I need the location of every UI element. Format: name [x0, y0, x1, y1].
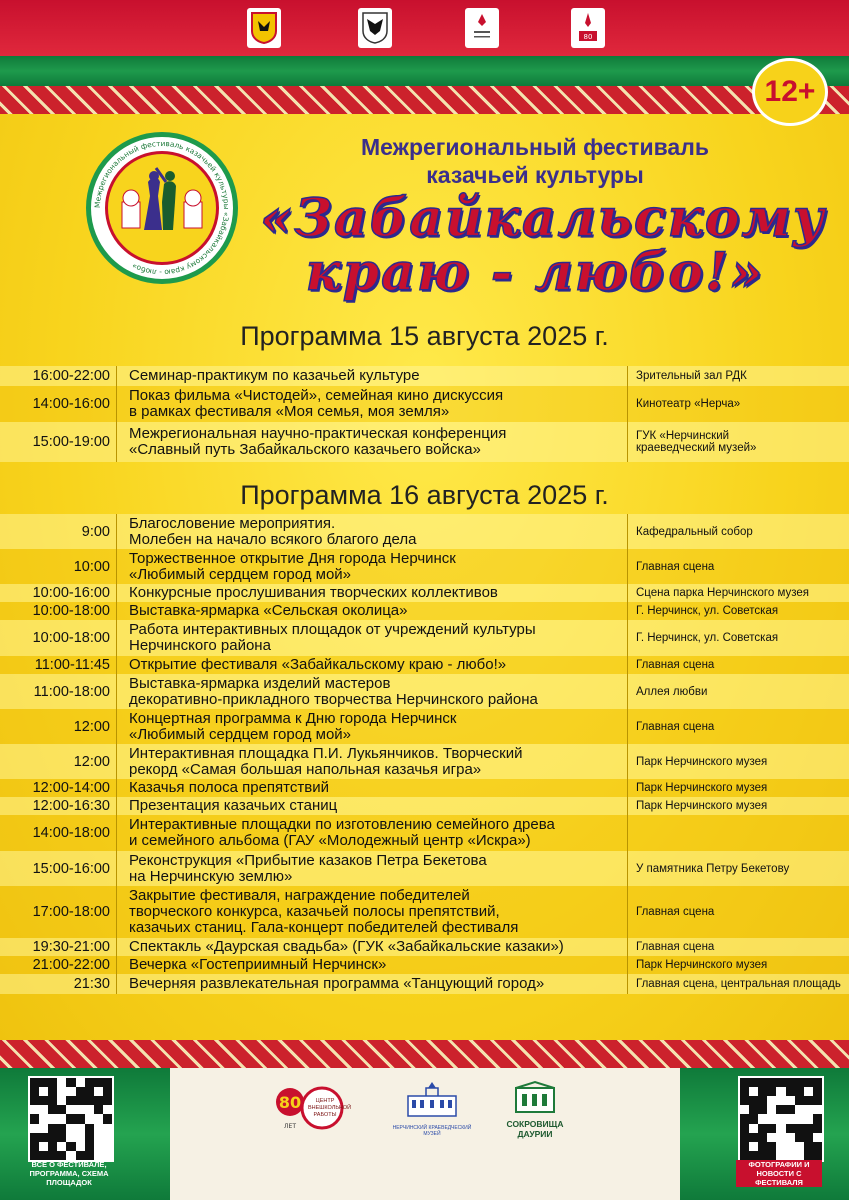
qr-module — [57, 1151, 66, 1160]
event-venue: Г. Нерчинск, ул. Советская — [628, 620, 849, 656]
day1-row — [0, 386, 849, 422]
qr-module — [740, 1142, 749, 1151]
qr-module — [76, 1096, 85, 1105]
qr-module — [740, 1114, 749, 1123]
event-venue: Главная сцена — [628, 938, 849, 956]
qr-module — [57, 1078, 66, 1087]
qr-module — [85, 1124, 94, 1133]
event-time: 17:00-18:00 — [32, 904, 110, 920]
qr-module — [813, 1105, 822, 1114]
event-title: Торжественное открытие Дня города Нерчинск «Любимый сердцем город мой» — [117, 549, 628, 584]
qr-module — [758, 1151, 767, 1160]
qr-module — [813, 1151, 822, 1160]
qr-module — [786, 1114, 795, 1123]
qr-module — [30, 1124, 39, 1133]
event-title: Интерактивная площадка П.И. Лукьянчиков. Творческий рекорд «Самая большая напольная казачья игра» — [117, 744, 628, 779]
qr-module — [749, 1142, 758, 1151]
event-title: Благословение мероприятия. Молебен на начало всякого благого дела — [117, 514, 628, 549]
qr-module — [39, 1151, 48, 1160]
qr-module — [795, 1096, 804, 1105]
event-venue: Парк Нерчинского музея — [628, 956, 849, 974]
qr-module — [776, 1142, 785, 1151]
day2-row — [0, 851, 849, 886]
day1-heading: Программа 15 августа 2025 г. — [240, 321, 609, 351]
day2-row — [0, 938, 849, 956]
qr-module — [795, 1087, 804, 1096]
qr-module — [776, 1078, 785, 1087]
event-title: Выставка-ярмарка изделий мастеров декоративно-прикладного творчества Нерчинского района — [117, 674, 628, 709]
qr-module — [767, 1087, 776, 1096]
qr-module — [85, 1096, 94, 1105]
event-title: Показ фильма «Чистодей», семейная кино дискуссия в рамках фестиваля «Моя семья, моя земля» — [117, 386, 628, 422]
event-time: 11:00-11:45 — [34, 657, 110, 673]
qr-module — [48, 1133, 57, 1142]
day2-row — [0, 674, 849, 709]
event-title: Выставка-ярмарка «Сельская околица» — [117, 602, 628, 620]
qr-module — [103, 1133, 112, 1142]
qr-module — [103, 1124, 112, 1133]
event-time: 10:00-18:00 — [32, 630, 110, 646]
event-time: 21:30 — [73, 976, 110, 992]
event-venue: Зрительный зал РДК — [628, 366, 849, 386]
qr-module — [776, 1133, 785, 1142]
qr-module — [795, 1133, 804, 1142]
qr-module — [94, 1096, 103, 1105]
event-venue: У памятника Петру Бекетову — [628, 851, 849, 886]
badge-80-number: 80 — [278, 1093, 302, 1112]
qr-module — [48, 1114, 57, 1123]
qr-module — [786, 1105, 795, 1114]
nerchinsk-museum-logo — [392, 1080, 472, 1137]
qr-module — [94, 1114, 103, 1123]
age-rating-badge: 12+ — [752, 58, 828, 126]
logo-ring-text — [91, 137, 233, 279]
event-time: 16:00-22:00 — [32, 368, 110, 384]
qr-module — [776, 1124, 785, 1133]
event-venue: Кафедральный собор — [628, 514, 849, 549]
day2-row — [0, 656, 849, 674]
qr-module — [103, 1096, 112, 1105]
qr-module — [786, 1087, 795, 1096]
event-time: 12:00-16:30 — [32, 798, 110, 814]
qr-module — [758, 1133, 767, 1142]
qr-module — [795, 1078, 804, 1087]
qr-module — [758, 1087, 767, 1096]
qr-module — [804, 1133, 813, 1142]
event-title: Казачья полоса препятствий — [117, 779, 628, 797]
qr-module — [66, 1087, 75, 1096]
zabaykalsky-coat-of-arms-icon — [247, 8, 281, 48]
qr-module — [66, 1105, 75, 1114]
qr-module — [813, 1142, 822, 1151]
qr-module — [66, 1124, 75, 1133]
qr-module — [776, 1114, 785, 1123]
qr-module — [39, 1096, 48, 1105]
qr-module — [66, 1133, 75, 1142]
event-venue: Парк Нерчинского музея — [628, 744, 849, 779]
qr-module — [94, 1142, 103, 1151]
event-time: 19:30-21:00 — [32, 939, 110, 955]
qr-module — [76, 1114, 85, 1123]
event-title: Реконструкция «Прибытие казаков Петра Бекетова на Нерчинскую землю» — [117, 851, 628, 886]
qr-module — [740, 1105, 749, 1114]
culture-center-logo — [274, 1080, 352, 1141]
day2-row — [0, 744, 849, 779]
qr-module — [749, 1124, 758, 1133]
qr-module — [767, 1142, 776, 1151]
qr-module — [57, 1105, 66, 1114]
qr-module — [758, 1142, 767, 1151]
qr-module — [804, 1114, 813, 1123]
event-time: 10:00-18:00 — [32, 603, 110, 619]
qr-module — [85, 1087, 94, 1096]
qr-module — [767, 1133, 776, 1142]
qr-module — [786, 1124, 795, 1133]
day2-row — [0, 709, 849, 744]
event-title: Семинар-практикум по казачьей культуре — [117, 366, 628, 386]
qr-module — [76, 1142, 85, 1151]
qr-module — [48, 1142, 57, 1151]
qr-module — [804, 1087, 813, 1096]
qr-module — [749, 1151, 758, 1160]
event-venue: Главная сцена — [628, 886, 849, 938]
qr-module — [48, 1087, 57, 1096]
qr-module — [103, 1142, 112, 1151]
qr-module — [48, 1124, 57, 1133]
qr-module — [804, 1142, 813, 1151]
qr-module — [767, 1124, 776, 1133]
dauria-name: СОКРОВИЩА ДАУРИИ — [506, 1119, 564, 1139]
event-venue: Парк Нерчинского музея — [628, 779, 849, 797]
day2-heading: Программа 16 августа 2025 г. — [240, 480, 609, 510]
festival-info-qr-code[interactable] — [28, 1076, 114, 1162]
top-green-stripe — [0, 56, 849, 86]
qr-module — [804, 1124, 813, 1133]
event-time: 12:00-14:00 — [32, 780, 110, 796]
top-red-banner — [0, 0, 849, 56]
festival-news-qr-code[interactable] — [738, 1076, 824, 1162]
qr-module — [749, 1133, 758, 1142]
day2-row — [0, 602, 849, 620]
top-ornament-border — [0, 86, 849, 114]
qr-module — [30, 1114, 39, 1123]
day2-row — [0, 956, 849, 974]
event-time: 21:00-22:00 — [32, 957, 110, 973]
event-venue: Парк Нерчинского музея — [628, 797, 849, 815]
qr-module — [66, 1142, 75, 1151]
museum-name: НЕРЧИНСКИЙ КРАЕВЕДЧЕСКИЙ МУЗЕЙ — [392, 1125, 472, 1137]
qr-module — [48, 1151, 57, 1160]
day2-row — [0, 886, 849, 938]
qr-module — [94, 1133, 103, 1142]
day1-schedule-table — [0, 366, 849, 462]
qr-module — [740, 1151, 749, 1160]
qr-module — [76, 1151, 85, 1160]
day2-row — [0, 514, 849, 549]
qr-module — [30, 1087, 39, 1096]
qr-module — [76, 1124, 85, 1133]
qr-module — [30, 1105, 39, 1114]
qr-module — [749, 1087, 758, 1096]
qr-module — [30, 1133, 39, 1142]
qr-module — [76, 1105, 85, 1114]
qr-module — [85, 1142, 94, 1151]
qr-module — [813, 1096, 822, 1105]
qr-module — [776, 1151, 785, 1160]
qr-module — [813, 1133, 822, 1142]
day2-row — [0, 779, 849, 797]
event-venue: Сцена парка Нерчинского музея — [628, 584, 849, 602]
day2-row — [0, 549, 849, 584]
qr-module — [740, 1124, 749, 1133]
event-title: Конкурсные прослушивания творческих коллективов — [117, 584, 628, 602]
festival-name-line1: «Забайкальскому — [260, 188, 827, 249]
qr-module — [39, 1133, 48, 1142]
qr-module — [740, 1087, 749, 1096]
qr-module — [758, 1096, 767, 1105]
event-title: Закрытие фестиваля, награждение победителей творческого конкурса, казачьей полосы препятствий, казачьих станиц. Гала-концерт победителей фестиваля — [117, 886, 628, 938]
event-venue: Кинотеатр «Нерча» — [628, 386, 849, 422]
event-time: 14:00-18:00 — [32, 825, 110, 841]
festival-subtitle-line2: казачьей культуры — [426, 162, 644, 188]
day2-schedule-table — [0, 514, 849, 994]
event-venue: Аллея любви — [628, 674, 849, 709]
qr-module — [85, 1133, 94, 1142]
qr-module — [39, 1078, 48, 1087]
qr-module — [786, 1078, 795, 1087]
badge-80-subtitle: ЛЕТ — [284, 1123, 296, 1130]
qr-module — [66, 1078, 75, 1087]
qr-module — [767, 1114, 776, 1123]
qr-module — [39, 1114, 48, 1123]
ministry-culture-icon — [465, 8, 499, 48]
qr-module — [804, 1078, 813, 1087]
event-title: Вечерняя развлекательная программа «Танцующий город» — [117, 974, 628, 994]
qr-module — [76, 1078, 85, 1087]
qr-module — [786, 1142, 795, 1151]
qr-module — [103, 1114, 112, 1123]
event-title: Межрегиональная научно-практическая конференция «Славный путь Забайкальского казачьего войска» — [117, 422, 628, 462]
qr-module — [39, 1105, 48, 1114]
qr-module — [758, 1114, 767, 1123]
culture-center-name: ЦЕНТР ВНЕШКОЛЬНОЙ РАБОТЫ — [308, 1098, 352, 1118]
qr-module — [786, 1151, 795, 1160]
qr-module — [749, 1078, 758, 1087]
qr-module — [57, 1096, 66, 1105]
qr-module — [48, 1105, 57, 1114]
qr-module — [813, 1124, 822, 1133]
festival-info-qr-caption: ВСЁ О ФЕСТИВАЛЕ, ПРОГРАММА, СХЕМА ПЛОЩАДОК — [29, 1160, 109, 1187]
qr-module — [66, 1151, 75, 1160]
qr-module — [57, 1124, 66, 1133]
event-title: Вечерка «Гостеприимный Нерчинск» — [117, 956, 628, 974]
event-venue — [628, 815, 849, 851]
qr-module — [795, 1114, 804, 1123]
event-title: Концертная программа к Дню города Нерчинск «Любимый сердцем город мой» — [117, 709, 628, 744]
qr-module — [103, 1151, 112, 1160]
qr-module — [30, 1151, 39, 1160]
qr-module — [795, 1151, 804, 1160]
qr-module — [813, 1078, 822, 1087]
event-title: Интерактивные площадки по изготовлению семейного древа и семейного альбома (ГАУ «Молодежный центр «Искра») — [117, 815, 628, 851]
qr-module — [39, 1124, 48, 1133]
qr-module — [39, 1087, 48, 1096]
day2-row — [0, 620, 849, 656]
qr-module — [57, 1114, 66, 1123]
qr-module — [749, 1105, 758, 1114]
event-time: 12:00 — [73, 753, 110, 770]
event-time: 12:00 — [73, 718, 110, 735]
event-venue: ГУК «Нерчинский краеведческий музей» — [628, 422, 849, 462]
qr-module — [795, 1105, 804, 1114]
qr-module — [103, 1087, 112, 1096]
event-title: Открытие фестиваля «Забайкальскому краю - любо!» — [117, 656, 628, 674]
qr-module — [30, 1078, 39, 1087]
bottom-ornament-border — [0, 1040, 849, 1068]
dauria-treasures-logo — [498, 1080, 572, 1139]
qr-module — [767, 1078, 776, 1087]
qr-module — [66, 1114, 75, 1123]
qr-module — [767, 1151, 776, 1160]
qr-module — [85, 1105, 94, 1114]
qr-module — [94, 1124, 103, 1133]
event-venue: Главная сцена — [628, 709, 849, 744]
event-venue: Главная сцена — [628, 656, 849, 674]
qr-module — [39, 1142, 48, 1151]
qr-module — [813, 1087, 822, 1096]
qr-module — [85, 1114, 94, 1123]
victory-80-icon — [571, 8, 605, 48]
event-time: 11:00-18:00 — [33, 683, 110, 700]
qr-module — [48, 1096, 57, 1105]
event-time: 15:00-19:00 — [32, 434, 110, 450]
day2-row — [0, 974, 849, 994]
qr-module — [94, 1078, 103, 1087]
qr-module — [48, 1078, 57, 1087]
event-title: Презентация казачьих станиц — [117, 797, 628, 815]
qr-module — [758, 1078, 767, 1087]
qr-module — [94, 1105, 103, 1114]
event-venue: Г. Нерчинск, ул. Советская — [628, 602, 849, 620]
qr-module — [57, 1087, 66, 1096]
event-time: 10:00-16:00 — [32, 585, 110, 601]
qr-module — [795, 1124, 804, 1133]
qr-module — [804, 1096, 813, 1105]
qr-module — [740, 1133, 749, 1142]
qr-module — [786, 1133, 795, 1142]
event-venue: Главная сцена, центральная площадь — [628, 974, 849, 994]
museum-building-icon — [402, 1080, 462, 1120]
svg-text:80: 80 — [583, 33, 593, 41]
qr-module — [76, 1133, 85, 1142]
qr-module — [103, 1105, 112, 1114]
qr-module — [76, 1087, 85, 1096]
festival-subtitle-line1: Межрегиональный фестиваль — [361, 134, 709, 160]
festival-logo — [86, 132, 238, 284]
event-title: Работа интерактивных площадок от учреждений культуры Нерчинского района — [117, 620, 628, 656]
qr-module — [813, 1114, 822, 1123]
qr-module — [85, 1078, 94, 1087]
qr-module — [749, 1114, 758, 1123]
qr-module — [749, 1096, 758, 1105]
festival-news-qr-caption: ФОТОГРАФИИ И НОВОСТИ С ФЕСТИВАЛЯ — [736, 1160, 822, 1187]
qr-module — [804, 1151, 813, 1160]
qr-module — [776, 1087, 785, 1096]
qr-module — [758, 1105, 767, 1114]
dauria-building-icon — [510, 1080, 560, 1114]
qr-module — [57, 1133, 66, 1142]
qr-module — [795, 1142, 804, 1151]
qr-module — [57, 1142, 66, 1151]
qr-module — [66, 1096, 75, 1105]
event-time: 15:00-16:00 — [32, 860, 110, 877]
qr-module — [776, 1096, 785, 1105]
qr-module — [30, 1142, 39, 1151]
qr-module — [786, 1096, 795, 1105]
nerchinsk-coat-of-arms-icon — [358, 8, 392, 48]
qr-module — [767, 1105, 776, 1114]
event-time: 10:00 — [73, 558, 110, 575]
day1-row — [0, 366, 849, 386]
qr-module — [740, 1096, 749, 1105]
qr-module — [776, 1105, 785, 1114]
qr-module — [804, 1105, 813, 1114]
event-time: 9:00 — [81, 523, 110, 540]
day2-row — [0, 797, 849, 815]
qr-module — [758, 1124, 767, 1133]
qr-module — [103, 1078, 112, 1087]
qr-module — [85, 1151, 94, 1160]
event-venue: Главная сцена — [628, 549, 849, 584]
qr-module — [94, 1087, 103, 1096]
day1-row — [0, 422, 849, 462]
event-time: 14:00-16:00 — [32, 396, 110, 412]
event-title: Спектакль «Даурская свадьба» (ГУК «Забайкальские казаки») — [117, 938, 628, 956]
festival-name-line2: краю - любо!» — [305, 242, 765, 303]
svg-text:Межрегиональный фестиваль каза: Межрегиональный фестиваль казачьей культуры «Забайкальскому краю - любо» — [92, 138, 232, 278]
qr-module — [740, 1078, 749, 1087]
qr-module — [30, 1096, 39, 1105]
day2-row — [0, 815, 849, 851]
qr-module — [94, 1151, 103, 1160]
qr-module — [767, 1096, 776, 1105]
day2-row — [0, 584, 849, 602]
